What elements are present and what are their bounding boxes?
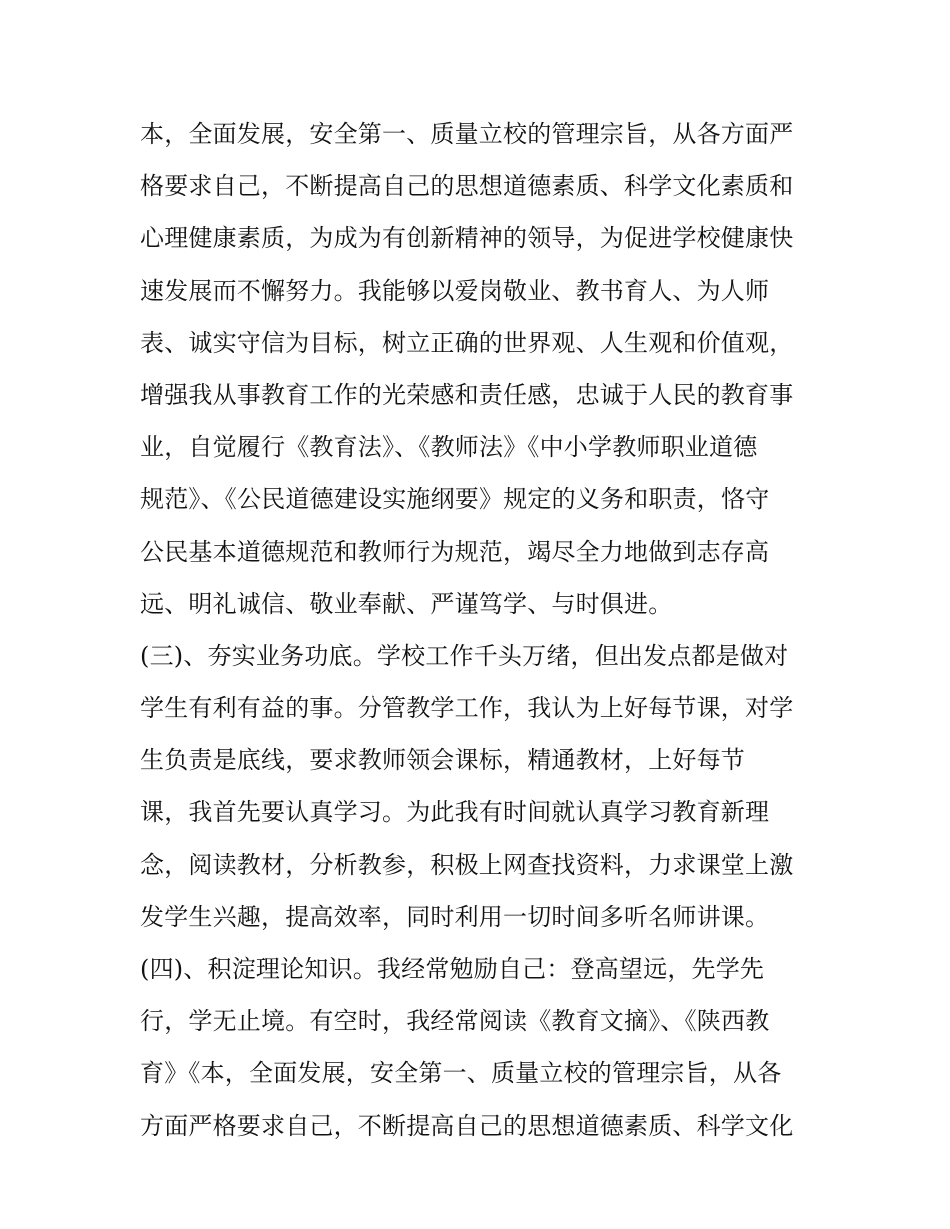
text-line: 公民基本道德规范和教师行为规范，竭尽全力地做到志存高 xyxy=(140,537,770,566)
text-line: 速发展而不懈努力。我能够以爱岗敬业、教书育人、为人师 xyxy=(140,276,770,305)
document-body xyxy=(140,108,820,1152)
text-line: 发学生兴趣，提高效率，同时利用一切时间多听名师讲课。 xyxy=(140,902,770,931)
text-line: 增强我从事教育工作的光荣感和责任感，忠诚于人民的教育事 xyxy=(140,380,794,409)
text-line: (三)、夯实业务功底。学校工作千头万绪，但出发点都是做对 xyxy=(140,641,789,670)
text-line: 方面严格要求自己，不断提高自己的思想道德素质、科学文化 xyxy=(140,1111,794,1140)
text-line: 心理健康素质，为成为有创新精神的领导，为促进学校健康快 xyxy=(140,224,794,253)
text-line: 业，自觉履行《教育法》、《教师法》《中小学教师职业道德 xyxy=(140,433,758,462)
text-line: 念，阅读教材，分析教参，积极上网查找资料，力求课堂上激 xyxy=(140,850,794,879)
text-line: 本，全面发展，安全第一、质量立校的管理宗旨，从各方面严 xyxy=(140,120,794,148)
text-line: (四)、积淀理论知识。我经常勉励自己：登高望远，先学先 xyxy=(140,955,765,983)
text-line: 表、诚实守信为目标，树立正确的世界观、人生观和价值观， xyxy=(140,328,794,357)
text-line: 生负责是底线，要求教师领会课标，精通教材，上好每节 xyxy=(140,746,745,775)
text-line: 格要求自己，不断提高自己的思想道德素质、科学文化素质和 xyxy=(140,172,794,201)
text-line: 课，我首先要认真学习。为此我有时间就认真学习教育新理 xyxy=(140,798,770,827)
text-line: 学生有利有益的事。分管教学工作，我认为上好每节课，对学 xyxy=(140,694,794,723)
text-line: 育》《本，全面发展，安全第一、质量立校的管理宗旨，从各 xyxy=(140,1059,782,1088)
text-line: 规范》、《公民道德建设实施纲要》规定的义务和职责，恪守 xyxy=(140,485,770,514)
text-line: 远、明礼诚信、敬业奉献、严谨笃学、与时俱进。 xyxy=(140,589,673,618)
text-line: 行，学无止境。有空时，我经常阅读《教育文摘》、《陕西教 xyxy=(140,1007,770,1036)
